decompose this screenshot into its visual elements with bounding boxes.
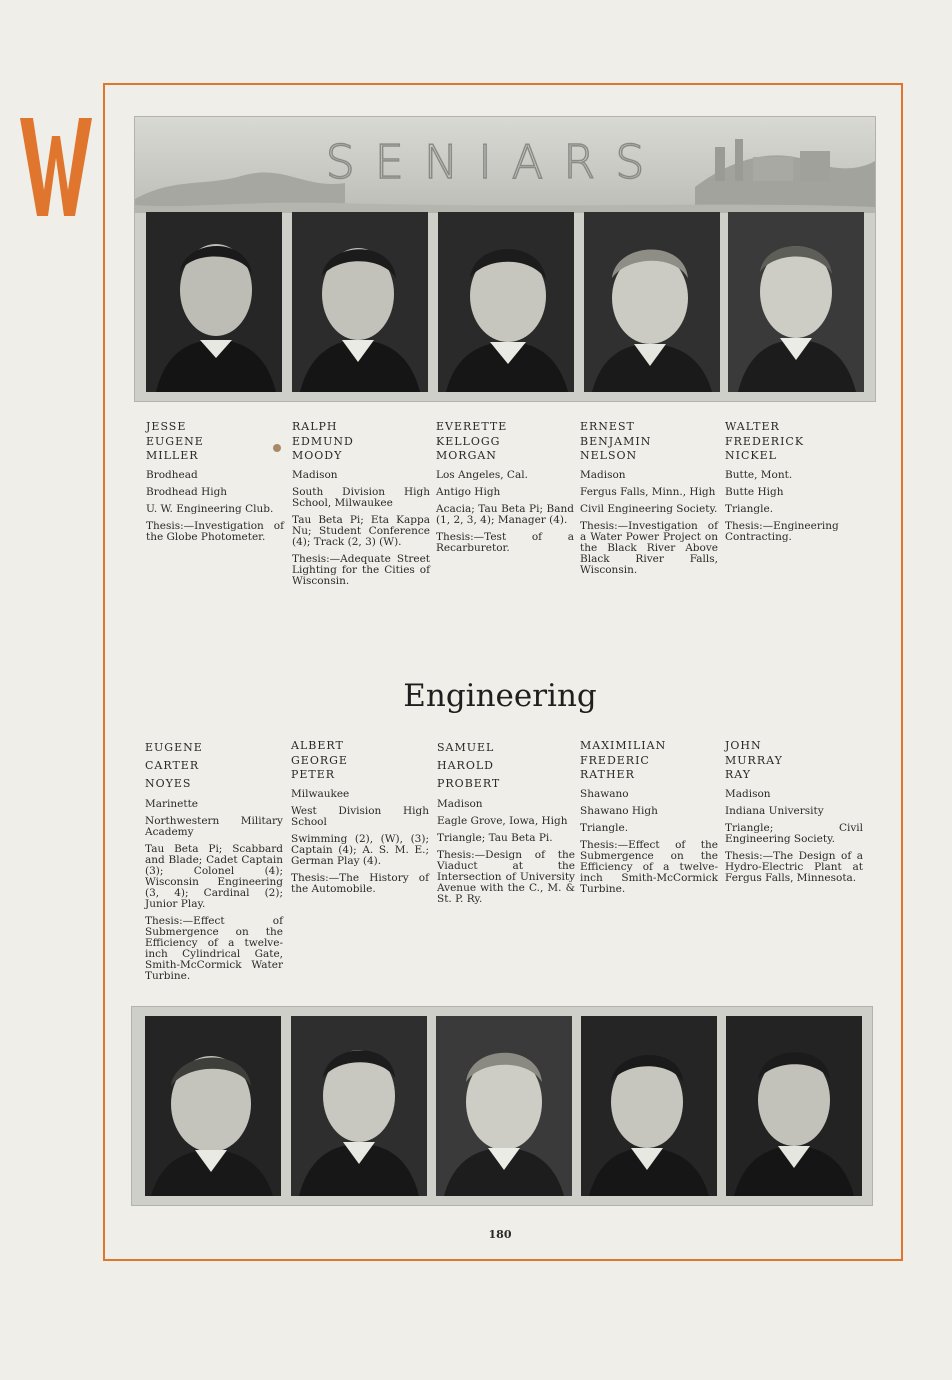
portrait-silhouette [728,212,864,392]
student-entry [725,420,863,543]
student-name-last: RAY [725,768,752,781]
portrait-photo [436,1016,572,1196]
portrait-photo [728,212,864,392]
student-name-first: JOHN [725,739,762,752]
portrait-silhouette [145,1016,281,1196]
student-hometown: Los Angeles, Cal. [436,468,528,481]
student-name-last: MILLER [146,449,199,462]
student-school: Antigo High [436,485,501,498]
student-activities: Tau Beta Pi; Eta Kappa Nu; Student Conference (4); Track (2, 3) (W). [292,513,430,548]
student-school: Fergus Falls, Minn., High [580,485,716,498]
student-hometown: Milwaukee [291,787,350,800]
student-activities: Triangle. [580,821,629,834]
student-name-first: EUGENE [145,741,203,754]
section-title: Engineering [403,678,597,714]
student-thesis: Thesis:—Test of a Recarburetor. [436,530,574,554]
student-entry [437,739,575,905]
student-school: Brodhead High [146,485,228,498]
student-activities: Triangle; Civil Engineering Society. [725,821,863,845]
portrait-silhouette [436,1016,572,1196]
student-school: South Division High School, Milwaukee [292,485,430,509]
student-name-middle: GEORGE [291,753,348,767]
student-activities: Civil Engineering Society. [580,502,718,515]
student-name-last: NELSON [580,449,638,462]
portrait-photo [726,1016,862,1196]
student-name-first: RALPH [292,420,338,433]
portrait-silhouette [292,212,428,392]
student-name-first: EVERETTE [436,420,508,433]
portrait-photo [145,1016,281,1196]
student-thesis: Thesis:—Effect of the Submergence on the Efficiency of a twelve-inch Smith-McCormick Turbine. [580,838,718,895]
student-name-middle: CARTER [145,759,200,772]
student-name-last: MORGAN [436,449,497,462]
student-name-last: RATHER [580,768,635,781]
masthead-w-logo [20,118,92,218]
student-hometown: Shawano [580,787,629,800]
student-entry [292,420,430,587]
student-school: Eagle Grove, Iowa, High [437,815,568,827]
portrait-photo [146,212,282,392]
page-number: 180 [488,1228,512,1241]
student-entry [145,739,283,982]
portrait-photo [581,1016,717,1196]
student-activities: U. W. Engineering Club. [146,502,274,515]
student-name-middle: MURRAY [725,753,783,767]
student-hometown: Madison [292,468,338,481]
student-hometown: Madison [437,798,483,810]
student-name-middle: KELLOGG [436,434,501,448]
student-name-last: PETER [291,768,336,781]
portrait-silhouette [291,1016,427,1196]
student-entry [580,739,718,895]
portrait-photo [291,1016,427,1196]
student-school: Indiana University [725,804,824,817]
portrait-photo [584,212,720,392]
student-thesis: Thesis:—Effect of Submergence on the Efficiency of a twelve-inch Cylindrical Gate, Smith-McCormick Water Turbine. [145,915,283,982]
student-name-first: ALBERT [291,739,344,752]
portrait-photo [292,212,428,392]
student-school: Butte High [725,485,784,498]
student-name-middle: EUGENE [146,434,204,448]
banner-landscape [135,117,875,213]
student-entry [436,420,574,554]
student-name-first: MAXIMILIAN [580,739,667,752]
student-name-first: ERNEST [580,420,635,433]
student-name-middle: BENJAMIN [580,434,652,448]
student-name-first: SAMUEL [437,741,495,754]
portrait-silhouette [584,212,720,392]
student-entry [580,420,718,576]
portrait-silhouette [726,1016,862,1196]
student-entry [725,739,863,884]
portrait-photo [438,212,574,392]
student-name-middle: FREDERICK [725,434,805,448]
student-hometown: Brodhead [146,468,198,481]
student-name-middle: EDMUND [292,434,354,448]
student-activities: Acacia; Tau Beta Pi; Band (1, 2, 3, 4); Manager (4). [436,502,574,526]
student-school: Northwestern Military Academy [145,815,283,838]
portrait-silhouette [146,212,282,392]
student-hometown: Marinette [145,798,199,810]
student-name-first: WALTER [725,420,780,433]
student-thesis: Thesis:—Investigation of the Globe Photometer. [146,519,284,543]
student-entry [291,739,429,895]
student-activities: Swimming (2), (W), (3); Captain (4); A. S. M. E.; German Play (4). [291,832,429,867]
student-name-middle: FREDERIC [580,753,650,767]
student-school: West Division High School [291,804,429,828]
portrait-silhouette [438,212,574,392]
student-hometown: Butte, Mont. [725,468,793,481]
banner-title: SENIARS [325,135,665,189]
student-name-last: MOODY [292,449,343,462]
student-hometown: Madison [580,468,626,481]
student-activities: Triangle; Tau Beta Pi. [437,832,553,844]
student-thesis: Thesis:—Design of the Viaduct at the Intersection of University Avenue with the C., M. & St. P. Ry. [437,849,575,905]
student-entry [146,420,284,543]
student-thesis: Thesis:—The History of the Automobile. [291,871,429,895]
student-name-last: PROBERT [437,777,501,790]
student-thesis: Thesis:—Investigation of a Water Power Project on the Black River Above Black River Falls, Wisconsin. [580,519,718,576]
student-name-last: NICKEL [725,449,777,462]
student-thesis: Thesis:—The Design of a Hydro-Electric Plant at Fergus Falls, Minnesota. [725,849,863,884]
student-thesis: Thesis:—Engineering Contracting. [725,519,839,543]
portrait-silhouette [581,1016,717,1196]
student-activities: Triangle. [725,502,774,515]
student-name-last: NOYES [145,777,192,790]
student-name-first: JESSE [146,420,187,433]
student-school: Shawano High [580,804,658,817]
student-hometown: Madison [725,787,771,800]
student-thesis: Thesis:—Adequate Street Lighting for the Cities of Wisconsin. [292,552,430,587]
student-activities: Tau Beta Pi; Scabbard and Blade; Cadet Captain (3); Colonel (4); Wisconsin Engineering (3, 4); Cardinal (2); Junior Play. [145,843,283,910]
student-name-middle: HAROLD [437,759,494,772]
